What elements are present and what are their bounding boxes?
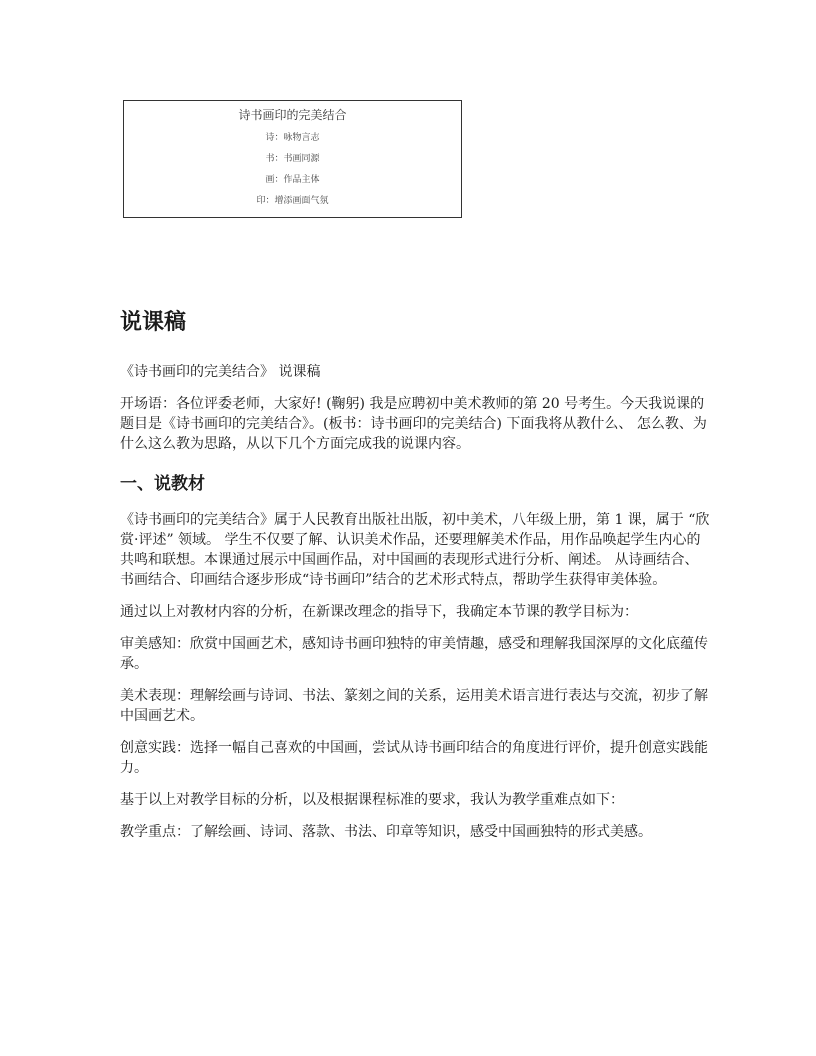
paragraph-keypoints-intro: 基于以上对教学目标的分析，以及根据课程标准的要求，我认为教学重难点如下：	[120, 792, 624, 808]
board-title: 诗书画印的完美结合	[238, 108, 347, 122]
board-line-calligraphy: 书：书画同源	[265, 154, 320, 164]
intro-paragraph: 开场语：各位评委老师，大家好! (鞠躬) 我是应聘初中美术教师的第 20 号考生。今天我说课的题目是《诗书画印的完美结合》。(板书：诗书画印的完美结合) 下面我将从教什么、 怎么教、为什么这么教为思路，从以下几个方面完成我的说课内容。	[120, 396, 707, 452]
paragraph-objectives-intro: 通过以上对教材内容的分析，在新课改理念的指导下，我确定本节课的教学目标为：	[120, 604, 638, 620]
paragraph-expression: 美术表现：理解绘画与诗词、书法、篆刻之间的关系，运用美术语言进行表达与交流，初步了解中国画艺术。	[120, 688, 708, 724]
paragraph-practice: 创意实践：选择一幅自己喜欢的中国画，尝试从诗书画印结合的角度进行评价，提升创意实践能力。	[120, 740, 708, 776]
document-title: 说课稿	[120, 310, 187, 335]
document-body	[120, 308, 710, 842]
section-heading-textbook: 一、说教材	[120, 474, 205, 494]
document-subtitle: 《诗书画印的完美结合》 说课稿	[120, 364, 321, 380]
paragraph-textbook: 《诗书画印的完美结合》属于人民教育出版社出版，初中美术，八年级上册，第 1 课，属于 “欣赏·评述” 领域。 学生不仅要了解、认识美术作品，还要理解美术作品，用作品唤起学生内心的共鸣和联想。本课通过展示中国画作品，对中国画的表现形式进行分析、阐述。 从诗画结合、书画结合、印画结合逐步形成“诗书画印”结合的艺术形式特点，帮助学生获得审美体验。	[120, 512, 710, 588]
blackboard-design-box	[123, 100, 462, 218]
paragraph-key-focus: 教学重点：了解绘画、诗词、落款、书法、印章等知识，感受中国画独特的形式美感。	[120, 824, 652, 840]
board-line-seal: 印：增添画面气氛	[256, 196, 329, 206]
board-line-poem: 诗：咏物言志	[265, 133, 320, 143]
board-line-painting: 画：作品主体	[265, 175, 320, 185]
paragraph-aesthetic: 审美感知：欣赏中国画艺术，感知诗书画印独特的审美情趣，感受和理解我国深厚的文化底蕴传承。	[120, 636, 708, 672]
